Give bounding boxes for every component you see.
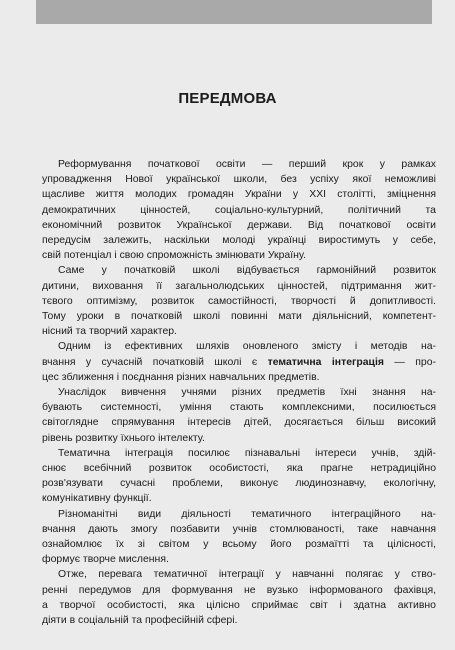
text-line: розв'язувати сучасні проблеми, виконує людинознавчу, екологічну, [42, 478, 436, 490]
text-line: тєвого оптимізму, розвиток самостійності, творчості й допитливості. [42, 295, 436, 307]
text-line: ознайомлює їх зі світом у всьому його розмаїтті та цілісності, [42, 539, 436, 551]
text-line: Тематична інтеграція посилює пізнавальні інтереси учнів, здій- [58, 447, 436, 459]
text-segment: — про- [383, 356, 436, 368]
paragraph-4 [42, 385, 436, 446]
text-line: Саме у початковій школі відбувається гармонійний розвиток [58, 265, 436, 277]
text-line: діяти в соціальній та професійній сфері. [42, 615, 238, 627]
text-line: Різноманітні види діяльності тематичного інтеграційного на- [58, 508, 436, 520]
text-line: вчання дають змогу позбавити учнів стомлюваності, таке навчання [42, 523, 436, 535]
emphasis-term: тематична інтеграція [267, 356, 384, 368]
text-line: світоглядне спрямування інтересів дітей, досягається більш високий [42, 417, 436, 429]
text-line: рівень розвитку їхнього інтелекту. [42, 432, 205, 444]
paragraph-3 [42, 339, 436, 385]
text-line: економічний розвиток Української держави. Від початкової освіти [42, 219, 436, 231]
text-line: передусім залежить, наскільки молоді українці виростимуть у себе, [42, 235, 436, 247]
text-line: формує творче мислення. [42, 554, 169, 566]
text-segment: вчання у сучасній початковій школі є [42, 356, 268, 368]
text-line: свій потенціал і свою спроможність змінювати Україну. [42, 250, 306, 262]
text-line: ренні передумов для формування не вузько інформованого фахівця, [42, 584, 436, 596]
page-title: ПЕРЕДМОВА [178, 90, 277, 107]
text-line: Одним із ефективних шляхів оновленого змісту і методів на- [58, 341, 436, 353]
text-line: демократичних цінностей, соціально-культурний, політичний та [42, 204, 436, 216]
text-line: щасливе життя молодих громадян України у XXI столітті, зміцнення [42, 189, 436, 201]
paragraph-1 [42, 157, 436, 263]
text-line: бувають системності, уміння стають комплексними, посилюється [42, 402, 436, 414]
text-line: снює всебічний розвиток особистості, яка прагне нетрадиційно [42, 463, 436, 475]
text-line: Унаслідок вивчення учнями різних предметів їхні знання на- [58, 387, 436, 399]
text-line-with-emphasis [42, 355, 436, 370]
text-line: дитини, виховання її загальнолюдських цінностей, підтримання жит- [42, 280, 436, 292]
paragraph-5 [42, 446, 436, 507]
text-line: нісний та творчий характер. [42, 326, 177, 338]
text-line: Тому уроки в початковій школі повинні мати діяльнісний, компетент- [42, 311, 436, 323]
text-line: Реформування початкової освіти — перший крок у рамках [58, 159, 436, 170]
text-line: Отже, перевага тематичної інтеграції у навчанні полягає у ство- [58, 569, 436, 581]
text-line: цес зближення і поєднання різних навчальних предметів. [42, 371, 320, 383]
paragraph-7 [42, 567, 436, 628]
text-line: а творчої особистості, яка цілісно сприймає світ і здатна активно [42, 599, 436, 611]
text-line: упровадження Нової української школи, без успіху якої неможливі [42, 174, 436, 186]
body-text [42, 157, 436, 628]
text-line: комунікативну функції. [42, 493, 152, 505]
paragraph-6 [42, 507, 436, 568]
paragraph-2 [42, 263, 436, 339]
